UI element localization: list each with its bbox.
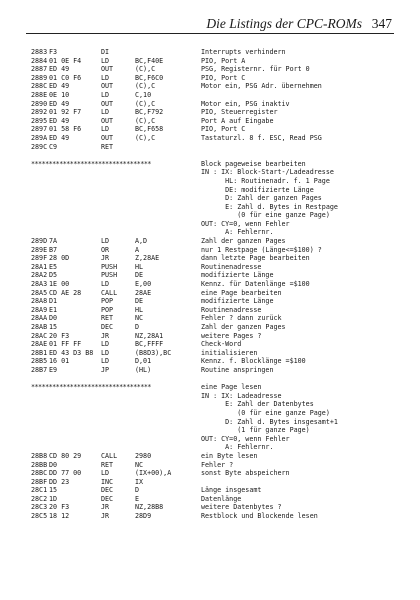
line-operand: 28D9 (135, 512, 152, 521)
line-hex-bytes: ED 49 (49, 99, 70, 108)
line-comment: Block pageweise bearbeiten (201, 159, 306, 168)
line-comment: Tastaturzl. 8 f. ESC, Read PSG (201, 133, 322, 142)
line-comment: Motor ein, PSG Adr. übernehmen (201, 82, 322, 91)
line-hex-bytes: CD AE 28 (49, 288, 82, 297)
line-hex-bytes: B7 (49, 245, 58, 254)
line-hex-bytes: 28 0D (49, 254, 70, 263)
line-address: 2892 (31, 108, 48, 117)
line-hex-bytes: 01 58 F6 (49, 125, 82, 134)
listing-line (31, 375, 401, 384)
line-operand: E (135, 494, 140, 503)
line-mnemonic: POP (101, 305, 114, 314)
line-address: 28B1 (31, 348, 48, 357)
line-comment: Kennz. für Datenlänge =$100 (201, 280, 310, 289)
line-hex-bytes: ED 49 (49, 82, 70, 91)
listing-line (31, 186, 401, 195)
line-operand: A,D (135, 237, 148, 246)
listing-line (31, 237, 401, 246)
section-separator (31, 160, 401, 169)
line-mnemonic: OUT (101, 65, 114, 74)
line-mnemonic: LD (101, 108, 110, 117)
listing-line (31, 211, 401, 220)
line-operand: BC,F40E (135, 56, 164, 65)
line-comment: E: Zahl d. Bytes in Restpage (201, 202, 338, 211)
line-mnemonic: PUSH (101, 271, 118, 280)
line-hex-bytes: ED 43 D3 B8 (49, 348, 94, 357)
line-comment: dann letzte Page bearbeiten (201, 254, 310, 263)
listing-line (31, 254, 401, 263)
line-comment: Routine anspringen (201, 365, 274, 374)
line-comment: modifizierte Länge (201, 297, 274, 306)
line-mnemonic: RET (101, 460, 114, 469)
listing-line (31, 392, 401, 401)
separator-stars: ********************************** (31, 383, 151, 392)
line-hex-bytes: 16 01 (49, 357, 70, 366)
line-comment: Zahl der ganzen Pages (201, 237, 286, 246)
line-comment: A: Fehlernr. (201, 228, 274, 237)
listing-line (31, 503, 401, 512)
listing-line (31, 57, 401, 66)
listing-line (31, 340, 401, 349)
line-comment: E: Zahl der Datenbytes (201, 400, 314, 409)
line-comment: Zahl der ganzen Pages (201, 323, 286, 331)
line-comment: Motor ein, PSG inaktiv (201, 99, 290, 108)
listing-line (31, 117, 401, 126)
line-address: 28AA (31, 314, 48, 323)
line-comment: weitere Pages ? (201, 331, 262, 340)
listing-line (31, 125, 401, 134)
listing-line (31, 495, 401, 504)
line-operand: (C),C (135, 116, 156, 125)
line-comment: Routinenadresse (201, 305, 262, 314)
line-address: 28B8 (31, 451, 48, 460)
listing-line (31, 74, 401, 83)
line-operand: Z,28AE (135, 254, 160, 263)
running-title: Die Listings der CPC-ROMs (206, 16, 362, 31)
listing-line (31, 151, 401, 160)
line-mnemonic: JR (101, 254, 110, 263)
line-operand: (C),C (135, 133, 156, 142)
line-operand: 28AE (135, 288, 152, 297)
line-hex-bytes: 01 FF FF (49, 340, 82, 349)
line-hex-bytes: C9 (49, 142, 58, 151)
listing-line (31, 469, 401, 478)
listing-line (31, 289, 401, 298)
line-operand: C,10 (135, 90, 152, 99)
line-address: 2883 (31, 48, 48, 56)
listing-line (31, 203, 401, 212)
line-mnemonic: LD (101, 357, 110, 366)
line-operand: DE (135, 297, 144, 306)
listing-line (31, 177, 401, 186)
line-hex-bytes: 15 (49, 486, 58, 495)
listing-line (31, 108, 401, 117)
line-hex-bytes: D1 (49, 297, 58, 306)
line-address: 28BC (31, 469, 48, 478)
line-mnemonic: OUT (101, 116, 114, 125)
line-comment: IN : IX: Ladeadresse (201, 391, 282, 400)
line-hex-bytes: CD 80 29 (49, 451, 82, 460)
line-operand: A (135, 245, 140, 254)
line-mnemonic: RET (101, 314, 114, 323)
line-mnemonic: OUT (101, 82, 114, 91)
line-comment: Datenlänge (201, 494, 242, 503)
line-mnemonic: LD (101, 280, 110, 289)
listing-line (31, 82, 401, 91)
listing-line (31, 349, 401, 358)
line-hex-bytes: ED 49 (49, 133, 70, 142)
listing-line (31, 91, 401, 100)
line-comment: eine Page bearbeiten (201, 288, 282, 297)
line-address: 28A3 (31, 280, 48, 289)
line-comment: initialisieren (201, 348, 258, 357)
line-mnemonic: LD (101, 125, 110, 134)
line-address: 28A8 (31, 297, 48, 306)
line-comment: (0 für eine ganze Page) (201, 408, 330, 417)
line-address: 289D (31, 237, 48, 246)
line-address: 28A9 (31, 305, 48, 314)
line-mnemonic: DI (101, 48, 110, 56)
line-comment: D: Zahl d. Bytes insgesamt+1 (201, 417, 338, 426)
line-hex-bytes: ED 49 (49, 65, 70, 74)
line-operand: (HL) (135, 365, 152, 374)
line-mnemonic: CALL (101, 288, 118, 297)
listing-line (31, 246, 401, 255)
listing-line (31, 100, 401, 109)
line-comment: A: Fehlernr. (201, 443, 274, 452)
line-address: 28BB (31, 460, 48, 469)
listing-line (31, 194, 401, 203)
listing-line (31, 323, 401, 332)
line-address: 288E (31, 90, 48, 99)
assembly-listing (31, 48, 401, 521)
line-address: 2887 (31, 65, 48, 74)
line-comment: Routinenadresse (201, 262, 262, 271)
listing-line (31, 478, 401, 487)
line-operand: BC,F6C0 (135, 73, 164, 82)
line-operand: BC,FFFF (135, 340, 164, 349)
line-hex-bytes: DD 23 (49, 477, 70, 486)
line-operand: E,00 (135, 280, 152, 289)
line-mnemonic: LD (101, 469, 110, 478)
line-comment: PIO, Steuerregister (201, 108, 278, 117)
line-hex-bytes: 01 92 F7 (49, 108, 82, 117)
line-address: 28A2 (31, 271, 48, 280)
line-comment: Fehler ? dann zurück (201, 314, 282, 323)
line-operand: NC (135, 460, 144, 469)
line-address: 28C2 (31, 494, 48, 503)
line-comment: weitere Datenbytes ? (201, 503, 282, 512)
line-comment: Restblock und Blockende lesen (201, 512, 318, 521)
line-comment: PIO, Port C (201, 73, 246, 82)
line-comment: (1 für ganze Page) (201, 426, 310, 435)
line-address: 2889 (31, 73, 48, 82)
separator-stars: ********************************** (31, 159, 151, 168)
line-address: 2897 (31, 125, 48, 134)
line-operand: DE (135, 271, 144, 280)
line-mnemonic: CALL (101, 451, 118, 460)
line-operand: (C),C (135, 82, 156, 91)
listing-line (31, 486, 401, 495)
line-address: 28BF (31, 477, 48, 486)
line-mnemonic: RET (101, 142, 114, 151)
line-hex-bytes: ED 49 (49, 116, 70, 125)
line-operand: NC (135, 314, 144, 323)
listing-line (31, 452, 401, 461)
line-address: 28A1 (31, 262, 48, 271)
line-mnemonic: OUT (101, 133, 114, 142)
line-address: 289C (31, 142, 48, 151)
listing-line (31, 134, 401, 143)
line-operand: (C),C (135, 99, 156, 108)
line-hex-bytes: 7A (49, 237, 58, 246)
line-comment: nur 1 Restpage (Länge<=$100) ? (201, 245, 322, 254)
line-mnemonic: DEC (101, 494, 114, 503)
line-operand: D,01 (135, 357, 152, 366)
line-comment: modifizierte Länge (201, 271, 274, 280)
line-operand: 2980 (135, 451, 152, 460)
line-comment: DE: modifizierte Länge (201, 185, 314, 194)
line-mnemonic: JR (101, 503, 110, 512)
line-operand: (C),C (135, 65, 156, 74)
line-operand: IX (135, 477, 144, 486)
line-address: 28AC (31, 331, 48, 340)
listing-line (31, 418, 401, 427)
listing-line (31, 306, 401, 315)
line-address: 28B7 (31, 365, 48, 374)
line-operand: NZ,28B8 (135, 503, 164, 512)
line-mnemonic: LD (101, 73, 110, 82)
line-operand: (B8D3),BC (135, 348, 172, 357)
line-comment: HL: Routinenadr. f. 1 Page (201, 176, 330, 185)
listing-line (31, 48, 401, 57)
listing-line (31, 426, 401, 435)
line-comment: Check-Word (201, 340, 242, 349)
listing-line (31, 400, 401, 409)
listing-line (31, 443, 401, 452)
header-rule (26, 33, 394, 34)
line-operand: HL (135, 262, 144, 271)
line-address: 28A5 (31, 288, 48, 297)
line-hex-bytes: DD 77 00 (49, 469, 82, 478)
line-operand: (IX+00),A (135, 469, 172, 478)
line-hex-bytes: 18 12 (49, 512, 70, 521)
listing-line (31, 357, 401, 366)
line-hex-bytes: D0 (49, 460, 58, 469)
line-hex-bytes: 1E 00 (49, 280, 70, 289)
line-operand: BC,F658 (135, 125, 164, 134)
line-mnemonic: JP (101, 365, 110, 374)
page-number: 347 (371, 16, 392, 31)
line-address: 289A (31, 133, 48, 142)
listing-line (31, 461, 401, 470)
line-hex-bytes: 1D (49, 494, 58, 503)
line-mnemonic: DEC (101, 486, 114, 495)
section-separator (31, 383, 401, 392)
line-hex-bytes: 01 C0 F6 (49, 73, 82, 82)
line-address: 28C1 (31, 486, 48, 495)
listing-line (31, 297, 401, 306)
line-comment: ein Byte lesen (201, 451, 258, 460)
listing-line (31, 271, 401, 280)
listing-line (31, 332, 401, 341)
listing-line (31, 143, 401, 152)
line-comment: OUT: CY=0, wenn Fehler (201, 219, 290, 228)
listing-line (31, 263, 401, 272)
line-address: 28C3 (31, 503, 48, 512)
page-header (0, 12, 420, 34)
line-mnemonic: INC (101, 477, 114, 486)
line-mnemonic: LD (101, 90, 110, 99)
listing-line (31, 435, 401, 444)
line-comment: Fehler ? (201, 460, 234, 469)
line-comment: Länge insgesamt (201, 486, 262, 495)
line-hex-bytes: 15 (49, 323, 58, 331)
line-comment: PSG, Registernr. für Port 0 (201, 65, 310, 74)
line-mnemonic: LD (101, 348, 110, 357)
line-mnemonic: PUSH (101, 262, 118, 271)
line-hex-bytes: 01 0E F4 (49, 56, 82, 65)
line-hex-bytes: E1 (49, 305, 58, 314)
line-hex-bytes: 20 F3 (49, 331, 70, 340)
line-address: 2895 (31, 116, 48, 125)
line-comment: PIO, Port A (201, 56, 246, 65)
line-comment: sonst Byte abspeichern (201, 469, 290, 478)
line-mnemonic: OUT (101, 99, 114, 108)
listing-line (31, 280, 401, 289)
line-operand: D (135, 486, 140, 495)
line-address: 288C (31, 82, 48, 91)
line-address: 28AE (31, 340, 48, 349)
line-address: 289F (31, 254, 48, 263)
line-mnemonic: LD (101, 237, 110, 246)
line-hex-bytes: D5 (49, 271, 58, 280)
line-address: 28C5 (31, 512, 48, 521)
line-comment: Kennz. f. Blocklänge =$100 (201, 357, 306, 366)
listing-line (31, 65, 401, 74)
line-hex-bytes: E5 (49, 262, 58, 271)
line-operand: BC,F792 (135, 108, 164, 117)
line-hex-bytes: 0E 10 (49, 90, 70, 99)
line-comment: (0 für eine ganze Page) (201, 211, 330, 220)
line-mnemonic: LD (101, 340, 110, 349)
line-address: 2884 (31, 56, 48, 65)
line-mnemonic: JR (101, 512, 110, 521)
line-hex-bytes: E9 (49, 365, 58, 374)
line-mnemonic: DEC (101, 323, 114, 331)
line-comment: OUT: CY=0, wenn Fehler (201, 434, 290, 443)
line-hex-bytes: D0 (49, 314, 58, 323)
listing-line (31, 366, 401, 375)
line-hex-bytes: 20 F3 (49, 503, 70, 512)
listing-line (31, 228, 401, 237)
line-comment: IN : IX: Block-Start-/Ladeadresse (201, 168, 334, 177)
line-operand: D (135, 323, 140, 331)
line-comment: eine Page lesen (201, 383, 262, 392)
line-hex-bytes: F3 (49, 48, 58, 56)
line-comment: Interrupts verhindern (201, 48, 286, 56)
listing-line (31, 512, 401, 521)
line-comment: Port A auf Eingabe (201, 116, 274, 125)
line-mnemonic: OR (101, 245, 110, 254)
listing-line (31, 409, 401, 418)
line-operand: NZ,28A1 (135, 331, 164, 340)
line-address: 28AB (31, 323, 48, 331)
line-address: 2890 (31, 99, 48, 108)
line-address: 28B5 (31, 357, 48, 366)
listing-line (31, 220, 401, 229)
line-mnemonic: POP (101, 297, 114, 306)
line-operand: HL (135, 305, 144, 314)
line-comment: D: Zahl der ganzen Pages (201, 194, 322, 203)
line-mnemonic: JR (101, 331, 110, 340)
line-address: 289E (31, 245, 48, 254)
line-mnemonic: LD (101, 56, 110, 65)
line-comment: PIO, Port C (201, 125, 246, 134)
listing-line (31, 314, 401, 323)
listing-line (31, 168, 401, 177)
